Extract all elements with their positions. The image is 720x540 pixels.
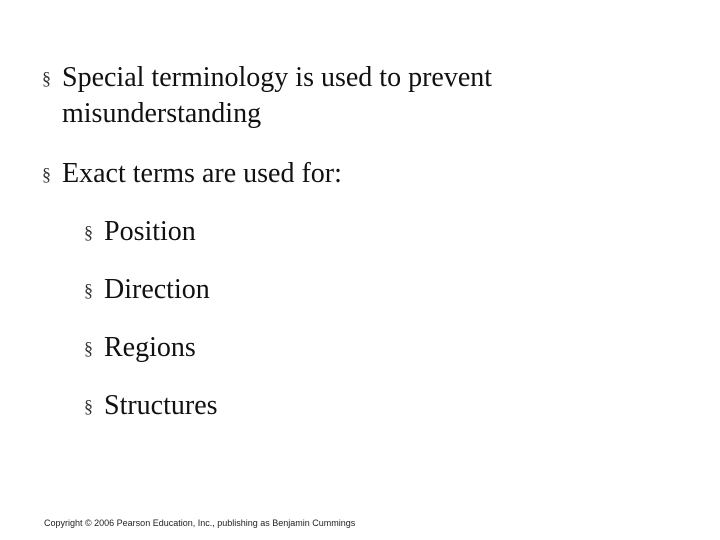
sub-bullet-structures — [84, 388, 218, 424]
main-bullet-text: Special terminology is used to prevent misunderstanding — [62, 62, 493, 129]
sub-bullet-text: Position — [104, 216, 196, 247]
sub-bullet-position — [84, 214, 196, 250]
sub-bullet-direction — [84, 272, 210, 308]
main-bullet-text: Exact terms are used for: — [62, 158, 342, 189]
copyright-footer: Copyright © 2006 Pearson Education, Inc., publishing as Benjamin Cummings — [44, 518, 356, 528]
bullet-marker-icon: § — [84, 396, 93, 416]
sub-bullet-text: Regions — [104, 332, 196, 363]
bullet-marker-icon: § — [84, 222, 93, 242]
bullet-marker-icon: § — [84, 280, 93, 300]
bullet-marker-icon: § — [42, 164, 51, 184]
main-bullet-terminology — [42, 60, 602, 132]
sub-bullet-text: Direction — [104, 274, 210, 305]
bullet-marker-icon: § — [42, 68, 51, 88]
main-bullet-exact-terms — [42, 156, 602, 192]
bullet-marker-icon: § — [84, 338, 93, 358]
sub-bullet-regions — [84, 330, 196, 366]
sub-bullet-text: Structures — [104, 390, 218, 421]
